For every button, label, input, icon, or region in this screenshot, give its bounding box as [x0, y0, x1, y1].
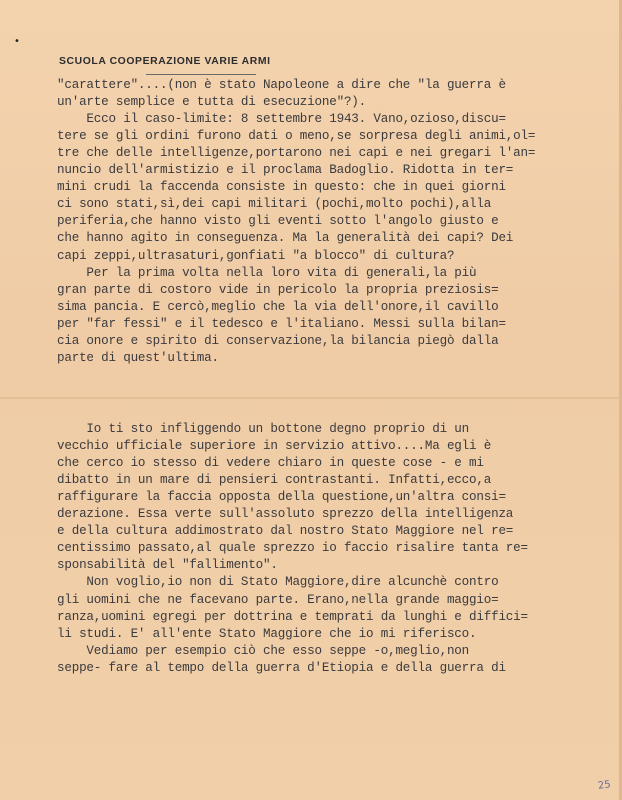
text-line: sima pancia. E cercò,meglio che la via dell'onore,il cavillo [57, 299, 499, 314]
text-line: "carattere"....(non è stato Napoleone a dire che "la guerra è [57, 78, 506, 92]
text-line: mini crudi la faccenda consiste in questo: che in quei giorni [57, 180, 506, 195]
text-line: centissimo passato,al quale sprezzo io faccio risalire tanta re= [57, 541, 528, 556]
text-line: cia onore e spirito di conservazione,la bilancia piegò dalla [57, 333, 499, 348]
text-line: Io ti sto infliggendo un bottone degno proprio di un [57, 422, 470, 436]
text-line: nuncio dell'armistizio e il proclama Badoglio. Ridotta in ter= [57, 163, 514, 178]
text-line: vecchio ufficiale superiore in servizio attivo....Ma egli è [57, 439, 492, 454]
text-line: gli uomini che ne facevano parte. Erano,nella grande maggio= [57, 592, 499, 607]
text-line: parte di quest'ultima. [57, 350, 219, 365]
text-line: Ecco il caso-limite: 8 settembre 1943. Vano,ozioso,discu= [57, 112, 506, 127]
text-line: che cerco io stesso di vedere chiaro in queste cose - e mi [57, 456, 484, 471]
text-line: ci sono stati,sì,dei capi militari (pochi,molto pochi),alla [57, 197, 492, 212]
text-line: Non voglio,io non di Stato Maggiore,dire alcunchè contro [57, 575, 499, 590]
text-line: tere se gli ordini furono dati o meno,se sorpresa degli animi,ol= [57, 129, 536, 144]
text-line: capi zeppi,ultrasaturi,gonfiati "a blocco" di cultura? [57, 248, 455, 263]
text-line: ranza,uomini egregi per dottrina e temprati da lunghi e diffici= [57, 609, 528, 624]
bullet-mark: • [14, 36, 20, 47]
text-line: sponsabilità del "fallimento". [57, 558, 278, 573]
text-line: gran parte di costoro vide in pericolo la propria preziosis= [57, 282, 499, 297]
text-line: li studi. E' all'ente Stato Maggiore che io mi riferisco. [57, 626, 477, 641]
letterhead-underline [146, 74, 256, 75]
text-line: Per la prima volta nella loro vita di generali,la più [57, 265, 477, 280]
text-line: seppe- fare al tempo della guerra d'Etiopia e della guerra di [57, 660, 506, 675]
text-line: che hanno agito in conseguenza. Ma la generalità dei capi? Dei [57, 231, 514, 246]
text-line: dibatto in un mare di pensieri contrastanti. Infatti,ecco,a [57, 473, 492, 488]
text-line: per "far fessi" e il tedesco e l'italiano. Messi sulla bilan= [57, 316, 506, 331]
paper-fold-line [0, 397, 622, 399]
text-line: un'arte semplice e tutta di esecuzione"?). [57, 95, 367, 110]
text-line: tre che delle intelligenze,portarono nei capi e nei gregari l'an= [57, 146, 536, 161]
text-line: e della cultura addimostrato dal nostro Stato Maggiore nel re= [57, 524, 514, 539]
page-number: 25 [597, 779, 612, 792]
text-line: derazione. Essa verte sull'assoluto sprezzo della intelligenza [57, 507, 514, 522]
text-line: periferia,che hanno visto gli eventi sotto l'angolo giusto e [57, 214, 499, 229]
letterhead-title: SCUOLA COOPERAZIONE VARIE ARMI [59, 56, 271, 67]
text-line: raffigurare la faccia opposta della questione,un'altra consi= [57, 490, 506, 505]
text-line: Vediamo per esempio ciò che esso seppe -o,meglio,non [57, 643, 470, 658]
